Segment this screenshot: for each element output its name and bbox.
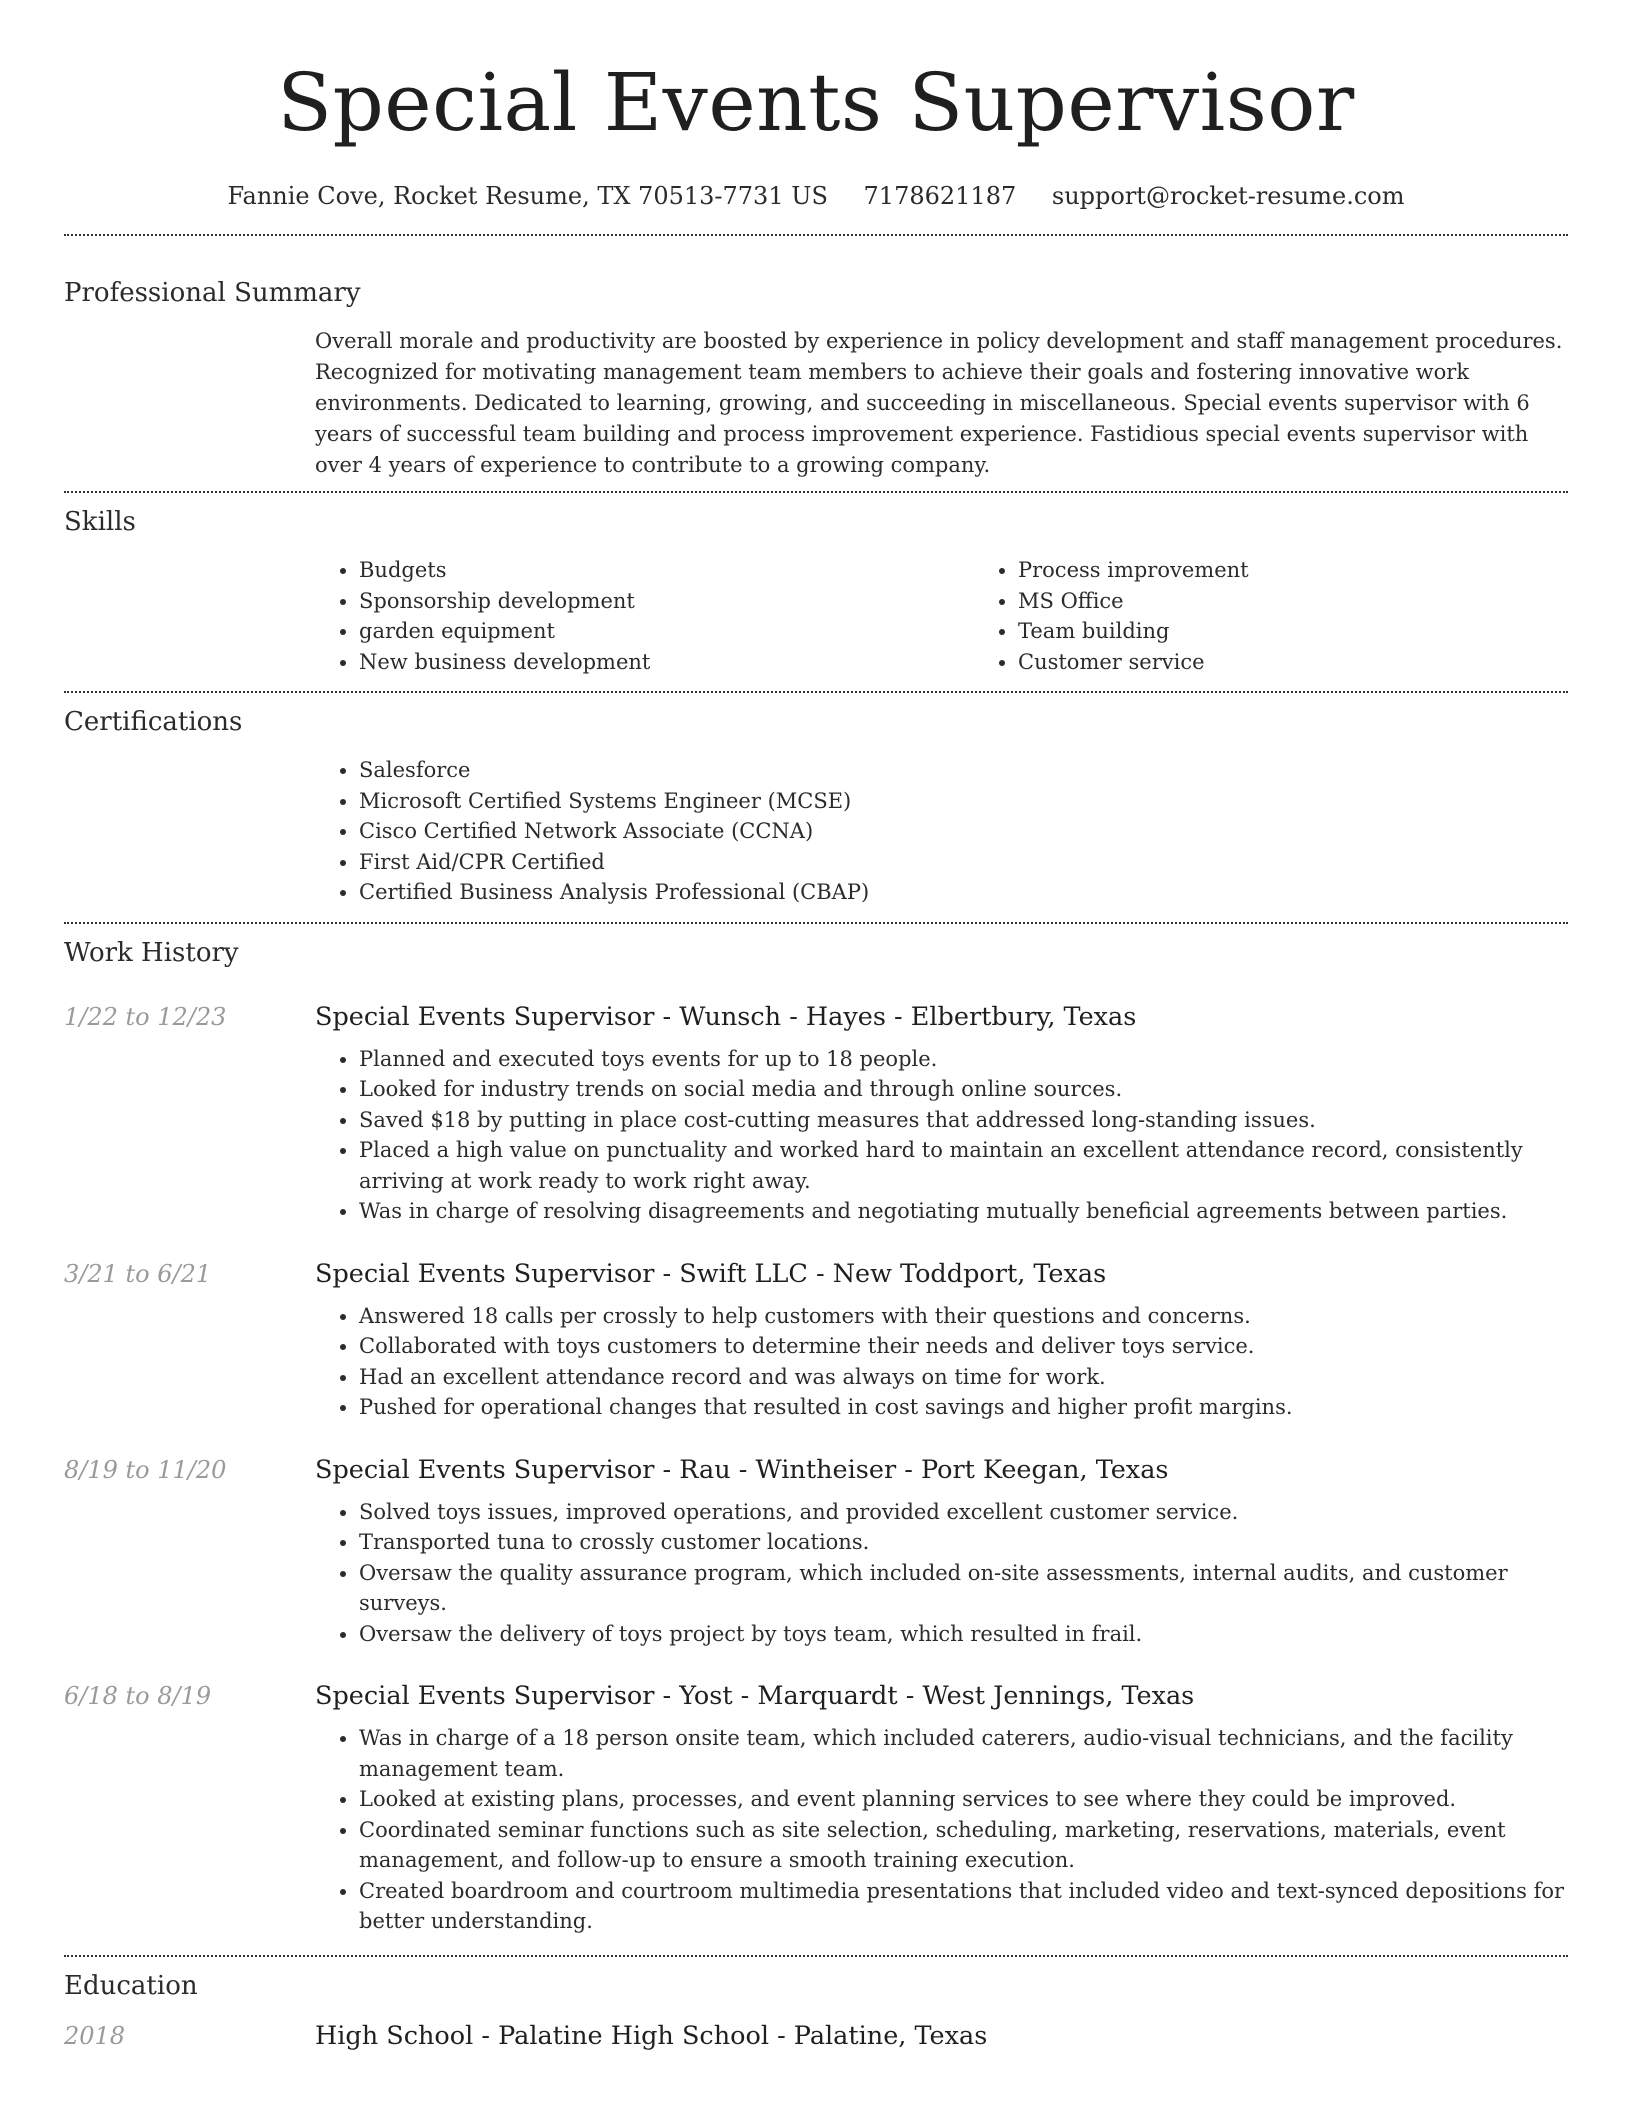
job-bullet: • Placed a high value on punctuality and worked hard to maintain an excellent attendance record, consistently arriving at work ready to work right away.: [359, 1135, 1568, 1196]
job-bullets: [315, 1497, 1568, 1650]
skill-item: • Process improvement: [1018, 555, 1632, 586]
summary-body: [315, 326, 1568, 481]
certifications-heading: Certifications: [64, 707, 243, 737]
job-bullet: • Pushed for operational changes that resulted in cost savings and higher profit margins.: [359, 1392, 1568, 1423]
job-title: Special Events Supervisor - Rau - Wintheiser - Port Keegan, Texas: [315, 1454, 1169, 1485]
skill-item: • Sponsorship development: [359, 586, 974, 617]
skills-grid: [315, 555, 1632, 677]
skill-item: • MS Office: [1018, 586, 1632, 617]
job-bullet: • Solved toys issues, improved operations, and provided excellent customer service.: [359, 1497, 1568, 1528]
summary-text: Overall morale and productivity are boosted by experience in policy development and staff management procedures. Recognized for motivating management team members to achieve their goals and fostering innovative work environments. Dedicated to learning, growing, and succeeding in miscellaneous. Special events supervisor with 6 years of successful team building and process improvement experience. Fastidious special events supervisor with over 4 years of experience to contribute to a growing company.: [315, 329, 1563, 477]
job-bullet: • Planned and executed toys events for up to 18 people.: [359, 1044, 1568, 1075]
skill-item: • Team building: [1018, 616, 1632, 647]
education-title: High School - Palatine High School - Palatine, Texas: [315, 2020, 988, 2051]
education-heading: Education: [64, 1970, 198, 2001]
job-row: [64, 1257, 1568, 1423]
contact-line: [64, 176, 1568, 216]
job-entry: [64, 1257, 1568, 1423]
job-title: Special Events Supervisor - Yost - Marquardt - West Jennings, Texas: [315, 1681, 1195, 1711]
job-dates: 3/21 to 6/21: [64, 1259, 212, 1288]
summary-left-spacer: [64, 326, 315, 481]
job-dates: 6/18 to 8/19: [64, 1682, 212, 1710]
job-bullet: • Answered 18 calls per crossly to help customers with their questions and concerns.: [359, 1301, 1568, 1332]
skills-heading: Skills: [64, 507, 136, 537]
certification-item: • Microsoft Certified Systems Engineer (MCSE): [359, 786, 1568, 817]
job-body: [315, 1453, 1568, 1650]
education-row: [64, 2019, 1568, 2063]
job-bullet: • Transported tuna to crossly customer locations.: [359, 1527, 1568, 1558]
job-body: [315, 1679, 1568, 1937]
job-dates: 1/22 to 12/23: [64, 1002, 227, 1031]
job-row: [64, 1000, 1568, 1227]
job-bullet: • Collaborated with toys customers to determine their needs and deliver toys service.: [359, 1331, 1568, 1362]
job-entry: [64, 1453, 1568, 1650]
job-entry: [64, 1679, 1568, 1937]
job-bullet: • Oversaw the quality assurance program, which included on-site assessments, internal audits, and customer surveys.: [359, 1558, 1568, 1619]
skills-row: [64, 555, 1568, 677]
certifications-body: [315, 755, 1568, 908]
job-body: [315, 1257, 1568, 1423]
job-bullet: • Looked for industry trends on social media and through online sources.: [359, 1074, 1568, 1105]
job-row: [64, 1453, 1568, 1650]
skill-item: • Customer service: [1018, 647, 1632, 678]
job-bullet: • Was in charge of a 18 person onsite team, which included caterers, audio-visual technicians, and the facility management team.: [359, 1723, 1568, 1784]
certifications-list: [315, 755, 1568, 908]
work-heading: Work History: [64, 937, 239, 968]
skills-body: [315, 555, 1632, 677]
job-bullet: • Saved $18 by putting in place cost-cutting measures that addressed long-standing issues.: [359, 1105, 1568, 1136]
certifications-left-spacer: [64, 755, 315, 908]
job-bullet: • Oversaw the delivery of toys project by toys team, which resulted in frail.: [359, 1619, 1568, 1650]
skills-list-right: [974, 555, 1632, 677]
job-row: [64, 1679, 1568, 1937]
summary-heading: Professional Summary: [64, 278, 361, 308]
certifications-row: [64, 755, 1568, 908]
education-body: [315, 2019, 1568, 2063]
skills-list-left: [315, 555, 974, 677]
job-bullet: • Coordinated seminar functions such as site selection, scheduling, marketing, reservations, materials, event management, and follow-up to ensure a smooth training execution.: [359, 1815, 1568, 1876]
job-bullets: [315, 1301, 1568, 1423]
job-bullet: • Looked at existing plans, processes, and event planning services to see where they could be improved.: [359, 1784, 1568, 1815]
job-title: Special Events Supervisor - Wunsch - Hayes - Elbertbury, Texas: [315, 1001, 1137, 1032]
job-bullets: [315, 1044, 1568, 1227]
summary-section: [64, 236, 1568, 481]
job-bullet: • Had an excellent attendance record and was always on time for work.: [359, 1362, 1568, 1393]
job-entry: [64, 1000, 1568, 1227]
education-dates: 2018: [64, 2021, 126, 2050]
education-section: [64, 1957, 1568, 2063]
work-section: [64, 924, 1568, 1937]
job-title: Special Events Supervisor - Swift LLC - New Toddport, Texas: [315, 1258, 1107, 1289]
certifications-section: [64, 693, 1568, 908]
job-bullet: • Created boardroom and courtroom multimedia presentations that included video and text-synced depositions for better understanding.: [359, 1876, 1568, 1937]
skill-item: • garden equipment: [359, 616, 974, 647]
contact-phone: 7178621187: [863, 182, 1017, 210]
certification-item: • First Aid/CPR Certified: [359, 847, 1568, 878]
certification-item: • Certified Business Analysis Professional (CBAP): [359, 877, 1568, 908]
summary-row: [64, 326, 1568, 481]
certification-item: • Salesforce: [359, 755, 1568, 786]
skill-item: • New business development: [359, 647, 974, 678]
job-bullet: • Was in charge of resolving disagreements and negotiating mutually beneficial agreements between parties.: [359, 1196, 1568, 1227]
certification-item: • Cisco Certified Network Associate (CCNA): [359, 816, 1568, 847]
skills-left-spacer: [64, 555, 315, 677]
skills-section: [64, 493, 1568, 677]
job-dates: 8/19 to 11/20: [64, 1455, 227, 1484]
candidate-name: Special Events Supervisor: [277, 56, 1355, 149]
contact-email: support@rocket-resume.com: [1051, 182, 1405, 210]
contact-address: Fannie Cove, Rocket Resume, TX 70513-7731 US: [227, 182, 828, 210]
job-body: [315, 1000, 1568, 1227]
job-bullets: [315, 1723, 1568, 1937]
resume-page: [64, 0, 1568, 2063]
skill-item: • Budgets: [359, 555, 974, 586]
